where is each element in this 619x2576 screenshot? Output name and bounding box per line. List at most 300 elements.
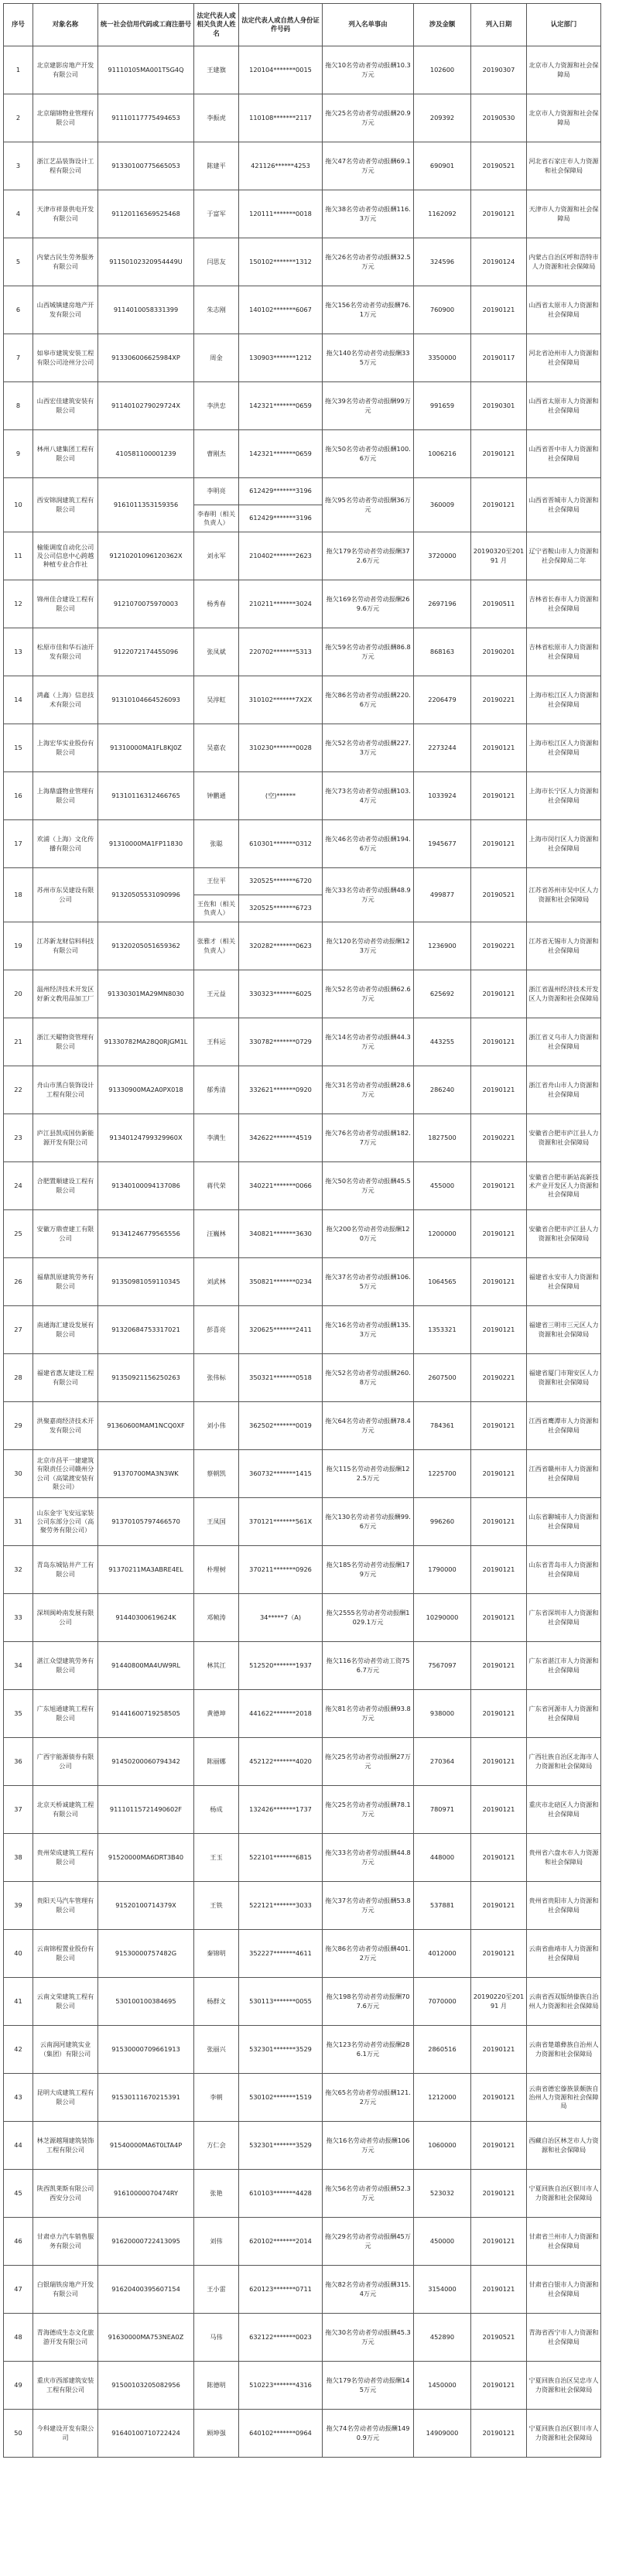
cell-id: 532301*******3529 (239, 2026, 323, 2074)
cell-code: 9121070075970003 (98, 580, 194, 628)
cell-person: 蔡朝凯 (194, 1450, 239, 1498)
table-row (4, 286, 601, 334)
table-row (4, 2314, 601, 2362)
cell-person: 王位平 (194, 868, 239, 895)
cell-date: 20190121 (471, 1786, 527, 1834)
cell-reason: 拖欠130名劳动者劳动报酬99.6万元 (323, 1498, 414, 1546)
cell-amount: 1060000 (414, 2122, 471, 2170)
cell-id: 530113*******0055 (239, 1978, 323, 2026)
cell-amount: 868163 (414, 628, 471, 676)
cell-no: 23 (4, 1114, 33, 1162)
cell-person: 秦锦明 (194, 1930, 239, 1978)
cell-reason: 拖欠120名劳动者劳动报酬123万元 (323, 922, 414, 970)
cell-dept: 云南省德宏傣族景颇族自治州人力资源和社会保障局 (527, 2074, 601, 2122)
cell-amount: 3350000 (414, 334, 471, 382)
cell-code: 91620400395607154 (98, 2266, 194, 2314)
cell-no: 20 (4, 970, 33, 1018)
cell-amount: 938000 (414, 1690, 471, 1738)
cell-name: 浙江艺品装饰设计工程有限公司 (33, 142, 98, 190)
cell-dept: 福建省永安市人力资源和社会保障局 (527, 1258, 601, 1306)
cell-no: 30 (4, 1450, 33, 1498)
cell-reason: 拖欠116名劳动者劳动工资756.7万元 (323, 1642, 414, 1690)
cell-amount: 1033924 (414, 772, 471, 820)
cell-person: 李满生 (194, 1114, 239, 1162)
cell-date: 20190121 (471, 1594, 527, 1642)
table-row (4, 580, 601, 628)
cell-dept: 宁夏回族自治区吴忠市人力资源和社会保障局 (527, 2362, 601, 2410)
cell-no: 5 (4, 238, 33, 286)
blacklist-table (3, 3, 601, 2458)
cell-id: 310102*******7X2X (239, 676, 323, 724)
cell-date: 20190521 (471, 868, 527, 922)
cell-reason: 拖欠16名劳动者劳动报酬106万元 (323, 2122, 414, 2170)
cell-no: 39 (4, 1882, 33, 1930)
cell-person: 吴淳虹 (194, 676, 239, 724)
cell-reason: 拖欠56名劳动者劳动报酬52.3万元 (323, 2170, 414, 2218)
cell-name: 贵阳天马汽车管理有限公司 (33, 1882, 98, 1930)
cell-date: 20190121 (471, 1546, 527, 1594)
cell-amount: 996260 (414, 1498, 471, 1546)
cell-no: 32 (4, 1546, 33, 1594)
cell-code: 91330100775665053 (98, 142, 194, 190)
cell-name: 西安锦润建筑工程有限公司 (33, 478, 98, 532)
table-row (4, 2074, 601, 2122)
cell-no: 42 (4, 2026, 33, 2074)
table-row (4, 94, 601, 142)
cell-person: 王凤国 (194, 1498, 239, 1546)
cell-date: 20190121 (471, 1162, 527, 1210)
cell-reason: 拖欠200名劳动者劳动报酬120万元 (323, 1210, 414, 1258)
cell-name: 山西城镇建房地产开发有限公司 (33, 286, 98, 334)
cell-reason: 拖欠76名劳动者劳动报酬182.7万元 (323, 1114, 414, 1162)
cell-amount: 784361 (414, 1402, 471, 1450)
cell-date: 20190221 (471, 1114, 527, 1162)
table-row (4, 334, 601, 382)
cell-no: 48 (4, 2314, 33, 2362)
cell-code: 91350921156250263 (98, 1354, 194, 1402)
cell-id: 342622*******4519 (239, 1114, 323, 1162)
cell-date: 20190521 (471, 142, 527, 190)
cell-no: 21 (4, 1018, 33, 1066)
cell-code: 91530000757482G (98, 1930, 194, 1978)
cell-reason: 拖欠50名劳动者劳动报酬45.5万元 (323, 1162, 414, 1210)
cell-person: 王科运 (194, 1018, 239, 1066)
cell-date: 20190320至20191 月 (471, 532, 527, 580)
table-row (4, 1402, 601, 1450)
cell-person: 吴嘉农 (194, 724, 239, 772)
cell-amount: 991659 (414, 382, 471, 430)
table-row (4, 2410, 601, 2458)
cell-name: 苏州市东吴建设有限公司 (33, 868, 98, 922)
cell-dept: 上海市长宁区人力资源和社会保障局 (527, 772, 601, 820)
cell-no: 44 (4, 2122, 33, 2170)
cell-code: 91330301MA29MN8030 (98, 970, 194, 1018)
cell-id: 150102*******1312 (239, 238, 323, 286)
cell-no: 18 (4, 868, 33, 922)
cell-id: 310230*******0028 (239, 724, 323, 772)
header-cell: 涉及金额 (414, 4, 471, 46)
cell-code: 91110115721490602F (98, 1786, 194, 1834)
cell-name: 榆能调度自动化公司及公司信息中心跨越种植专业合作社 (33, 532, 98, 580)
table-row (4, 1066, 601, 1114)
cell-date: 20190121 (471, 1210, 527, 1258)
table-row (4, 1738, 601, 1786)
cell-reason: 拖欠95名劳动者劳动报酬36万元 (323, 478, 414, 532)
cell-amount: 102600 (414, 46, 471, 94)
cell-no: 24 (4, 1162, 33, 1210)
cell-date: 20190121 (471, 1930, 527, 1978)
cell-date: 20190521 (471, 2314, 527, 2362)
cell-date: 20190121 (471, 478, 527, 532)
cell-no: 8 (4, 382, 33, 430)
cell-date: 20190121 (471, 1738, 527, 1786)
cell-name: 上海鼎盛物业管理有限公司 (33, 772, 98, 820)
cell-code: 91610000070474RY (98, 2170, 194, 2218)
cell-reason: 拖欠59名劳动者劳动报酬86.8万元 (323, 628, 414, 676)
cell-person: 黄德坤 (194, 1690, 239, 1738)
cell-no: 49 (4, 2362, 33, 2410)
cell-id: 360732*******1415 (239, 1450, 323, 1498)
cell-dept: 甘肃省兰州市人力资源和社会保障局 (527, 2218, 601, 2266)
cell-person: 刘武林 (194, 1258, 239, 1306)
cell-name: 今科建设开发有限公司 (33, 2410, 98, 2458)
cell-no: 25 (4, 1210, 33, 1258)
cell-id: 620102*******2014 (239, 2218, 323, 2266)
cell-person: 张凤斌 (194, 628, 239, 676)
cell-amount: 1236900 (414, 922, 471, 970)
cell-person: 王铁 (194, 1882, 239, 1930)
cell-amount: 2607500 (414, 1354, 471, 1402)
cell-no: 45 (4, 2170, 33, 2218)
cell-no: 38 (4, 1834, 33, 1882)
cell-person: 王小雷 (194, 2266, 239, 2314)
cell-amount: 1827500 (414, 1114, 471, 1162)
cell-date: 20190221 (471, 1354, 527, 1402)
cell-dept: 江西省赣州市人力资源和社会保障局 (527, 1450, 601, 1498)
cell-dept: 江西省鹰潭市人力资源和社会保障局 (527, 1402, 601, 1450)
cell-amount: 1353321 (414, 1306, 471, 1354)
cell-id: 220702*******5313 (239, 628, 323, 676)
cell-name: 南通海汇建设发展有限公司 (33, 1306, 98, 1354)
cell-dept: 浙江省义乌市人力资源和社会保障局 (527, 1018, 601, 1066)
cell-id: 142321*******0659 (239, 382, 323, 430)
header-cell: 列入名单事由 (323, 4, 414, 46)
cell-dept: 广东省深圳市人力资源和社会保障局 (527, 1594, 601, 1642)
cell-id: 370121*******561X (239, 1498, 323, 1546)
cell-dept: 山西省晋城市人力资源和社会保障局 (527, 478, 601, 532)
cell-dept: 江苏省苏州市吴中区人力资源和社会保障局 (527, 868, 601, 922)
cell-dept: 浙江省舟山市人力资源和社会保障局 (527, 1066, 601, 1114)
cell-id: 320525*******6723 (239, 895, 323, 922)
cell-person: 杨成 (194, 1786, 239, 1834)
table-row (4, 2266, 601, 2314)
cell-id: 532301*******3529 (239, 2122, 323, 2170)
cell-id: 120111*******0018 (239, 190, 323, 238)
cell-amount: 270364 (414, 1738, 471, 1786)
cell-name: 甘肃卓力汽车销售服务有限公司 (33, 2218, 98, 2266)
cell-date: 20190124 (471, 238, 527, 286)
cell-reason: 拖欠26名劳动者劳动报酬32.5万元 (323, 238, 414, 286)
cell-code: 91120116569525468 (98, 190, 194, 238)
cell-amount: 1006216 (414, 430, 471, 478)
cell-dept: 山西省晋中市人力资源和社会保障局 (527, 430, 601, 478)
cell-dept: 云南省西双版纳傣族自治州人力资源和社会保障局 (527, 1978, 601, 2026)
cell-name: 如皋市建筑安装工程有限公司沧州分公司 (33, 334, 98, 382)
cell-name: 温州经济技术开发区好新文教用品加工厂 (33, 970, 98, 1018)
cell-amount: 2206479 (414, 676, 471, 724)
table-row (4, 1834, 601, 1882)
cell-dept: 上海市松江区人力资源和社会保障局 (527, 724, 601, 772)
cell-reason: 拖欠52名劳动者劳动报酬62.6万元 (323, 970, 414, 1018)
cell-date: 20190121 (471, 1306, 527, 1354)
cell-name: 浙江天曜物资管理有限公司 (33, 1018, 98, 1066)
cell-id: 34*****7（A) (239, 1594, 323, 1642)
cell-id: 362502*******0019 (239, 1402, 323, 1450)
cell-no: 3 (4, 142, 33, 190)
cell-amount: 1064565 (414, 1258, 471, 1306)
cell-date: 20190121 (471, 2266, 527, 2314)
cell-date: 20190121 (471, 772, 527, 820)
table-row (4, 142, 601, 190)
table-row (4, 2362, 601, 2410)
cell-reason: 拖欠169名劳动者劳动报酬269.6万元 (323, 580, 414, 628)
cell-dept: 河北省沧州市人力资源和社会保障局 (527, 334, 601, 382)
cell-id: 320282*******0623 (239, 922, 323, 970)
cell-amount: 209392 (414, 94, 471, 142)
cell-amount: 1790000 (414, 1546, 471, 1594)
cell-person: 张伟标 (194, 1354, 239, 1402)
cell-reason: 拖欠39名劳动者劳动报酬99万元 (323, 382, 414, 430)
cell-name: 云南锦程置业股份有限公司 (33, 1930, 98, 1978)
cell-person: 李朝 (194, 2074, 239, 2122)
table-row (4, 922, 601, 970)
cell-reason: 拖欠185名劳动者劳动报酬179万元 (323, 1546, 414, 1594)
cell-dept: 西藏自治区林芝市人力资源和社会保障局 (527, 2122, 601, 2170)
cell-code: 91341246779565556 (98, 1210, 194, 1258)
cell-id: 320525*******6720 (239, 868, 323, 895)
cell-no: 6 (4, 286, 33, 334)
cell-person: 张丽兴 (194, 2026, 239, 2074)
header-cell: 列入日期 (471, 4, 527, 46)
cell-dept: 广东省湛江市人力资源和社会保障局 (527, 1642, 601, 1690)
cell-date: 20190121 (471, 1690, 527, 1738)
cell-date: 20190121 (471, 1882, 527, 1930)
cell-person: 林其江 (194, 1642, 239, 1690)
cell-person: 陈德明 (194, 2362, 239, 2410)
cell-code: 91520100714379X (98, 1882, 194, 1930)
cell-dept: 青海省西宁市人力资源和社会保障局 (527, 2314, 601, 2362)
table-row (4, 1210, 601, 1258)
header-cell: 法定代表人或相关负责人姓名 (194, 4, 239, 46)
cell-person: 李洪忠 (194, 382, 239, 430)
cell-id: 320625*******2411 (239, 1306, 323, 1354)
cell-code: 91320505531090996 (98, 868, 194, 922)
cell-dept: 宁夏回族自治区银川市人力资源和社会保障局 (527, 2410, 601, 2458)
cell-name: 北京市昌平一建建筑有限责任公司赣州分公司（高粱渡安装有限公司） (33, 1450, 98, 1498)
cell-id: 620123*******0711 (239, 2266, 323, 2314)
cell-person: 汪巍林 (194, 1210, 239, 1258)
cell-name: 内蒙古民生劳务服务有限公司 (33, 238, 98, 286)
cell-date: 20190121 (471, 1258, 527, 1306)
cell-id: 610301*******0312 (239, 820, 323, 868)
cell-code: 91520000MA6DRT3B40 (98, 1834, 194, 1882)
cell-id: 421126******4253 (239, 142, 323, 190)
cell-dept: 山东省青岛市人力资源和社会保障局 (527, 1546, 601, 1594)
table-row (4, 724, 601, 772)
cell-dept: 上海市闵行区人力资源和社会保障局 (527, 820, 601, 868)
cell-person: 李振虎 (194, 94, 239, 142)
cell-name: 松原市佳和华石油开发有限公司 (33, 628, 98, 676)
cell-id: 522121*******3033 (239, 1882, 323, 1930)
cell-reason: 拖欠25名劳动者劳动报酬20.9万元 (323, 94, 414, 142)
cell-id: 330323*******6025 (239, 970, 323, 1018)
cell-amount: 7070000 (414, 1978, 471, 2026)
cell-amount: 324596 (414, 238, 471, 286)
cell-date: 20190530 (471, 94, 527, 142)
cell-reason: 拖欠123名劳动者劳动报酬286.1万元 (323, 2026, 414, 2074)
cell-id: 132426*******1737 (239, 1786, 323, 1834)
cell-no: 33 (4, 1594, 33, 1642)
cell-date: 20190121 (471, 2122, 527, 2170)
cell-no: 2 (4, 94, 33, 142)
cell-id: 522101*******6815 (239, 1834, 323, 1882)
cell-date: 20190121 (471, 724, 527, 772)
cell-no: 11 (4, 532, 33, 580)
cell-date: 20190221 (471, 676, 527, 724)
cell-date: 20190121 (471, 970, 527, 1018)
cell-id: 441622*******2018 (239, 1690, 323, 1738)
table-row (4, 532, 601, 580)
cell-person: 周金 (194, 334, 239, 382)
cell-name: 舟山市黑白装饰设计工程有限公司 (33, 1066, 98, 1114)
cell-person: 李春明（相关负责人） (194, 505, 239, 532)
cell-code: 9114010058331399 (98, 286, 194, 334)
cell-dept: 贵州省六盘水市人力资源和社会保障局 (527, 1834, 601, 1882)
cell-code: 91360600MAM1NCQ0XF (98, 1402, 194, 1450)
cell-code: 91370105797466570 (98, 1498, 194, 1546)
cell-no: 15 (4, 724, 33, 772)
cell-person: 刘伟 (194, 2218, 239, 2266)
cell-id: 140102*******6067 (239, 286, 323, 334)
cell-amount: 455000 (414, 1162, 471, 1210)
cell-amount: 286240 (414, 1066, 471, 1114)
cell-code: 91330900MA2A0PX018 (98, 1066, 194, 1114)
cell-date: 20190201 (471, 628, 527, 676)
table-row (4, 1354, 601, 1402)
cell-name: 洪聚嘉商经济技术开发有限公司 (33, 1402, 98, 1450)
cell-dept: 安徽省合肥市庐江县人力资源和社会保障局 (527, 1210, 601, 1258)
cell-amount: 780971 (414, 1786, 471, 1834)
cell-id: 370211*******0926 (239, 1546, 323, 1594)
cell-name: 江苏新龙财信料科技有限公司 (33, 922, 98, 970)
cell-person: 陈丽娜 (194, 1738, 239, 1786)
cell-no: 43 (4, 2074, 33, 2122)
cell-code: 91530000709661913 (98, 2026, 194, 2074)
cell-date: 20190121 (471, 2074, 527, 2122)
cell-name: 庐江县凯成国仿新能源开发有限公司 (33, 1114, 98, 1162)
cell-amount: 452890 (414, 2314, 471, 2362)
cell-amount: 448000 (414, 1834, 471, 1882)
table-row (4, 430, 601, 478)
cell-no: 34 (4, 1642, 33, 1690)
table-row (4, 1786, 601, 1834)
cell-person: 刘小伟 (194, 1402, 239, 1450)
cell-date: 20190121 (471, 1402, 527, 1450)
cell-code: 91320684753317021 (98, 1306, 194, 1354)
cell-name: 云南润河建筑实业（集团）有限公司 (33, 2026, 98, 2074)
table-row (4, 382, 601, 430)
cell-no: 35 (4, 1690, 33, 1738)
cell-reason: 拖欠50名劳动者劳动报酬100.6万元 (323, 430, 414, 478)
cell-code: 91210201096120362X (98, 532, 194, 580)
cell-name: 昆明大成建筑工程有限公司 (33, 2074, 98, 2122)
cell-reason: 拖欠179名劳动者劳动报酬145万元 (323, 2362, 414, 2410)
cell-code: 91320205051659362 (98, 922, 194, 970)
cell-id: 340821*******3630 (239, 1210, 323, 1258)
cell-dept: 贵州省贵阳市人力资源和社会保障局 (527, 1882, 601, 1930)
table-row (4, 46, 601, 94)
cell-reason: 拖欠37名劳动者劳动报酬53.8万元 (323, 1882, 414, 1930)
cell-name: 青海德成生态文化旅游开发有限公司 (33, 2314, 98, 2362)
cell-id: 130903*******1212 (239, 334, 323, 382)
cell-no: 40 (4, 1930, 33, 1978)
cell-name: 北京建影房地产开发有限公司 (33, 46, 98, 94)
cell-id: 610103*******4428 (239, 2170, 323, 2218)
cell-no: 1 (4, 46, 33, 94)
cell-name: 林芝源越翔建筑装饰工程有限公司 (33, 2122, 98, 2170)
cell-person: 张聪 (194, 820, 239, 868)
cell-reason: 拖欠86名劳动者劳动报酬401.2万元 (323, 1930, 414, 1978)
table-row (4, 1930, 601, 1978)
cell-id: 640102*******0964 (239, 2410, 323, 2458)
cell-no: 26 (4, 1258, 33, 1306)
cell-dept: 上海市松江区人力资源和社会保障局 (527, 676, 601, 724)
cell-code: 91310000MA1FL8KJ0Z (98, 724, 194, 772)
cell-id: 350321*******0518 (239, 1354, 323, 1402)
table-row (4, 676, 601, 724)
cell-dept: 云南省曲靖市人力资源和社会保障局 (527, 1930, 601, 1978)
cell-person: 邓帧涛 (194, 1594, 239, 1642)
cell-id: 110108*******2117 (239, 94, 323, 142)
cell-name: 青岛东城钻井产工有限公司 (33, 1546, 98, 1594)
cell-no: 22 (4, 1066, 33, 1114)
cell-reason: 拖欠64名劳动者劳动报酬78.4万元 (323, 1402, 414, 1450)
cell-code: 91340124799329960X (98, 1114, 194, 1162)
cell-no: 37 (4, 1786, 33, 1834)
table-row (4, 2122, 601, 2170)
cell-date: 20190221 (471, 922, 527, 970)
cell-id: 352227*******4611 (239, 1930, 323, 1978)
cell-code: 9161011353159356 (98, 478, 194, 532)
header-cell: 法定代表人或自然人身份证件号码 (239, 4, 323, 46)
cell-amount: 1212000 (414, 2074, 471, 2122)
table-row (4, 1978, 601, 2026)
header-row (4, 4, 601, 46)
cell-code: 91620000722413095 (98, 2218, 194, 2266)
cell-reason: 拖欠25名劳动者劳动报酬78.1万元 (323, 1786, 414, 1834)
cell-reason: 拖欠52名劳动者劳动报酬227.3万元 (323, 724, 414, 772)
cell-dept: 福建省三明市三元区人力资源和社会保障局 (527, 1306, 601, 1354)
cell-person: 刘永军 (194, 532, 239, 580)
cell-code: 91350981059110345 (98, 1258, 194, 1306)
cell-dept: 北京市人力资源和社会保障局 (527, 46, 601, 94)
cell-date: 20190121 (471, 820, 527, 868)
cell-dept: 宁夏回族自治区银川市人力资源和社会保障局 (527, 2170, 601, 2218)
cell-dept: 北京市人力资源和社会保障局 (527, 94, 601, 142)
cell-person: 闫思友 (194, 238, 239, 286)
cell-person: 杨秀春 (194, 580, 239, 628)
cell-no: 46 (4, 2218, 33, 2266)
